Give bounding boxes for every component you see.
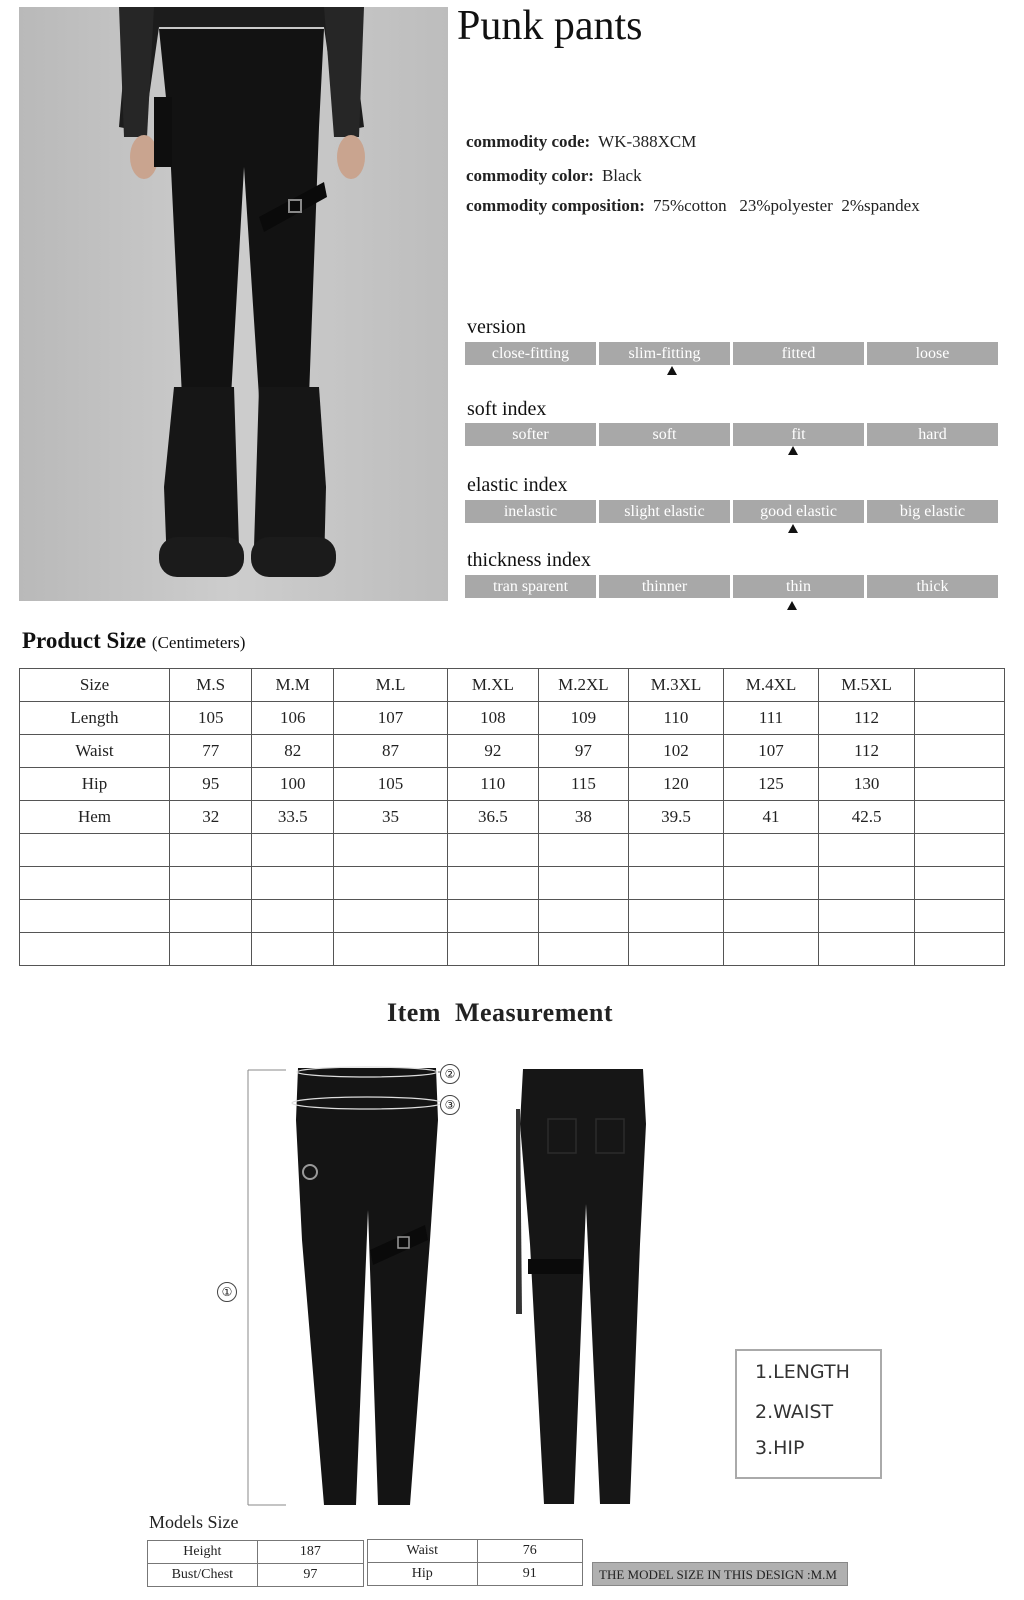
product-size-unit: (Centimeters) (151, 633, 246, 652)
size-cell: 38 (538, 801, 629, 834)
size-cell: 105 (169, 702, 251, 735)
table-row (20, 735, 1005, 768)
version-option: fitted (733, 342, 864, 365)
size-cell (723, 900, 819, 933)
elastic-index-scale (465, 500, 998, 523)
size-cell (723, 834, 819, 867)
size-header-cell: M.S (169, 669, 251, 702)
hip-marker-icon: ③ (440, 1095, 460, 1115)
elastic-index-label: elastic index (467, 474, 568, 496)
size-cell (819, 834, 915, 867)
size-cell (20, 867, 170, 900)
elastic-index-indicator-icon (788, 524, 798, 533)
size-header-cell: M.2XL (538, 669, 629, 702)
size-cell: 32 (169, 801, 251, 834)
size-cell: 110 (629, 702, 724, 735)
size-cell (723, 933, 819, 966)
model-photo-illustration (19, 7, 448, 601)
model-size-note: THE MODEL SIZE IN THIS DESIGN :M.M (592, 1562, 848, 1586)
size-cell: Hip (20, 768, 170, 801)
size-cell (538, 867, 629, 900)
size-cell (20, 834, 170, 867)
commodity-composition (466, 196, 920, 216)
model-bust-label: Bust/Chest (148, 1564, 258, 1587)
size-table-header (20, 669, 1005, 702)
soft-index-indicator-icon (788, 446, 798, 455)
size-cell: 100 (252, 768, 334, 801)
model-height-label: Height (148, 1541, 258, 1564)
version-option: close-fitting (465, 342, 596, 365)
size-cell: Length (20, 702, 170, 735)
size-cell (448, 834, 539, 867)
model-bust-value: 97 (257, 1564, 363, 1587)
elastic-index-option: good elastic (733, 500, 864, 523)
version-scale (465, 342, 998, 365)
table-row (20, 834, 1005, 867)
size-cell (252, 933, 334, 966)
commodity-composition-label: commodity composition: (466, 196, 645, 215)
size-cell: 111 (723, 702, 819, 735)
size-cell (448, 867, 539, 900)
elastic-index-option: slight elastic (599, 500, 730, 523)
size-header-cell (914, 669, 1004, 702)
size-cell: 130 (819, 768, 915, 801)
size-header-cell: M.L (333, 669, 447, 702)
size-cell (629, 900, 724, 933)
size-cell: 110 (448, 768, 539, 801)
model-hip-label: Hip (368, 1563, 478, 1586)
size-cell: 35 (333, 801, 447, 834)
commodity-color-value: Black (601, 166, 642, 185)
size-cell: 87 (333, 735, 447, 768)
size-cell: 95 (169, 768, 251, 801)
size-cell: 77 (169, 735, 251, 768)
size-cell (914, 900, 1004, 933)
table-row (368, 1563, 583, 1586)
thickness-index-label: thickness index (467, 549, 591, 571)
length-marker-icon: ① (217, 1282, 237, 1302)
size-cell (333, 900, 447, 933)
thickness-index-indicator-icon (787, 601, 797, 610)
size-header-cell: M.M (252, 669, 334, 702)
commodity-color (466, 166, 642, 186)
size-cell: Waist (20, 735, 170, 768)
size-cell (20, 933, 170, 966)
model-waist-label: Waist (368, 1540, 478, 1563)
table-row (20, 867, 1005, 900)
size-cell: 105 (333, 768, 447, 801)
size-cell (448, 900, 539, 933)
soft-index-label: soft index (467, 398, 547, 420)
size-cell: 97 (538, 735, 629, 768)
size-header-cell: Size (20, 669, 170, 702)
size-cell: 82 (252, 735, 334, 768)
size-cell (914, 933, 1004, 966)
waist-marker-icon: ② (440, 1064, 460, 1084)
size-header-cell: M.XL (448, 669, 539, 702)
size-header-cell: M.5XL (819, 669, 915, 702)
version-option: loose (867, 342, 998, 365)
product-size-title (22, 628, 245, 654)
size-cell: Hem (20, 801, 170, 834)
size-cell (819, 900, 915, 933)
models-table-left (147, 1540, 364, 1587)
measurement-legend (735, 1349, 882, 1479)
size-cell (169, 867, 251, 900)
version-label: version (467, 316, 526, 338)
size-cell: 107 (723, 735, 819, 768)
size-cell: 41 (723, 801, 819, 834)
commodity-code-label: commodity code: (466, 132, 591, 151)
legend-hip: 3.HIP (755, 1437, 805, 1459)
size-header-cell: M.3XL (629, 669, 724, 702)
thickness-index-scale (465, 575, 998, 598)
table-row (20, 933, 1005, 966)
soft-index-option: soft (599, 423, 730, 446)
front-pants-diagram (240, 1060, 490, 1520)
size-cell (333, 867, 447, 900)
size-cell (629, 834, 724, 867)
table-row (20, 801, 1005, 834)
size-cell (914, 702, 1004, 735)
size-cell (538, 900, 629, 933)
version-indicator-icon (667, 366, 677, 375)
commodity-color-label: commodity color: (466, 166, 594, 185)
size-cell (723, 867, 819, 900)
model-waist-value: 76 (477, 1540, 582, 1563)
size-cell (333, 834, 447, 867)
size-cell (914, 801, 1004, 834)
elastic-index-option: big elastic (867, 500, 998, 523)
commodity-composition-value: 75%cotton 23%polyester 2%spandex (652, 196, 920, 215)
size-cell: 107 (333, 702, 447, 735)
model-hip-value: 91 (477, 1563, 582, 1586)
size-header-cell: M.4XL (723, 669, 819, 702)
table-row (20, 768, 1005, 801)
table-row (20, 702, 1005, 735)
thickness-index-option: thinner (599, 575, 730, 598)
size-cell: 33.5 (252, 801, 334, 834)
product-size-heading: Product Size (22, 628, 147, 653)
legend-length: 1.LENGTH (755, 1361, 850, 1383)
version-option: slim-fitting (599, 342, 730, 365)
product-title: Punk pants (457, 3, 643, 49)
size-cell (20, 900, 170, 933)
size-cell: 112 (819, 735, 915, 768)
size-cell (538, 834, 629, 867)
soft-index-option: hard (867, 423, 998, 446)
table-row (368, 1540, 583, 1563)
models-table-right (367, 1539, 583, 1586)
thickness-index-option: tran sparent (465, 575, 596, 598)
size-cell: 125 (723, 768, 819, 801)
table-row (148, 1564, 364, 1587)
size-cell: 115 (538, 768, 629, 801)
size-cell (333, 933, 447, 966)
size-cell (914, 735, 1004, 768)
soft-index-scale (465, 423, 998, 446)
size-cell (169, 933, 251, 966)
size-cell (914, 768, 1004, 801)
size-table (19, 668, 1005, 966)
size-cell: 106 (252, 702, 334, 735)
product-photo (19, 7, 448, 601)
size-cell (169, 900, 251, 933)
size-cell: 39.5 (629, 801, 724, 834)
size-cell: 102 (629, 735, 724, 768)
size-cell (252, 834, 334, 867)
thickness-index-option: thick (867, 575, 998, 598)
size-cell: 108 (448, 702, 539, 735)
soft-index-option: softer (465, 423, 596, 446)
size-cell (538, 933, 629, 966)
size-cell (914, 834, 1004, 867)
size-cell (252, 900, 334, 933)
size-cell: 92 (448, 735, 539, 768)
item-measurement-title: Item Measurement (386, 998, 614, 1027)
size-cell: 42.5 (819, 801, 915, 834)
size-cell (819, 933, 915, 966)
size-cell (448, 933, 539, 966)
back-pants-diagram (508, 1064, 658, 1510)
table-row (20, 900, 1005, 933)
legend-waist: 2.WAIST (755, 1401, 834, 1423)
soft-index-option: fit (733, 423, 864, 446)
model-height-value: 187 (257, 1541, 363, 1564)
size-cell (629, 933, 724, 966)
size-cell: 120 (629, 768, 724, 801)
size-cell: 109 (538, 702, 629, 735)
size-cell: 36.5 (448, 801, 539, 834)
size-cell (914, 867, 1004, 900)
size-cell (169, 834, 251, 867)
size-cell: 112 (819, 702, 915, 735)
size-cell (819, 867, 915, 900)
models-size-title: Models Size (149, 1512, 239, 1532)
commodity-code (466, 132, 696, 152)
size-cell (629, 867, 724, 900)
thickness-index-option: thin (733, 575, 864, 598)
elastic-index-option: inelastic (465, 500, 596, 523)
table-row (148, 1541, 364, 1564)
commodity-code-value: WK-388XCM (598, 132, 697, 151)
size-cell (252, 867, 334, 900)
